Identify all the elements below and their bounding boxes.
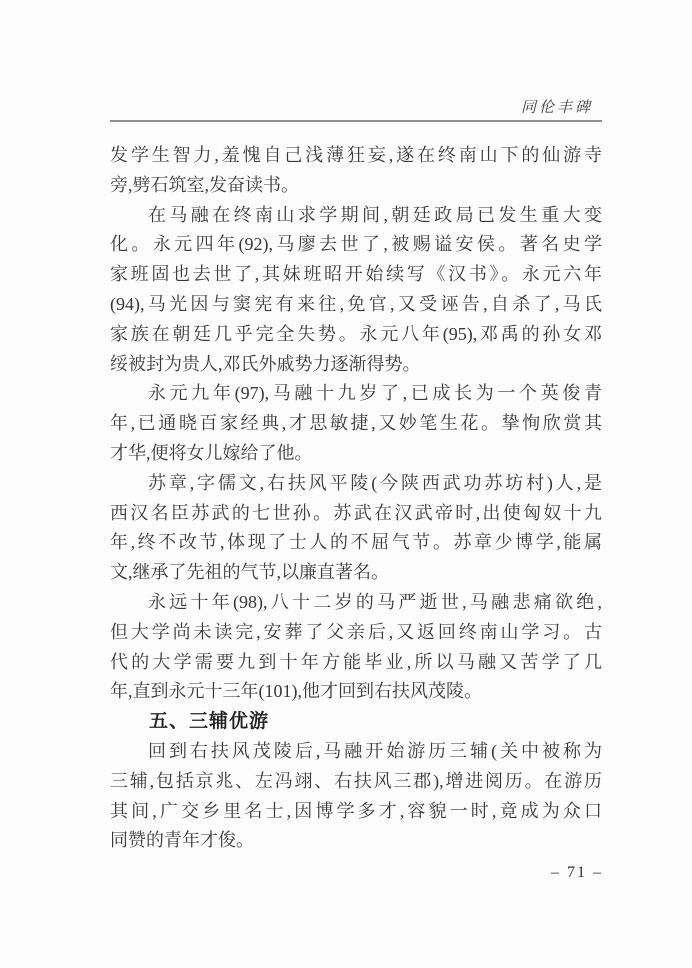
text-line: 绥被封为贵人,邓氏外戚势力逐渐得势。 — [110, 353, 421, 374]
text-line: 永元九年(97),马融十九岁了,已成长为一个英俊青 — [148, 383, 602, 404]
text-line: 旁,劈石筑室,发奋读书。 — [110, 174, 299, 195]
text-line: 年,终不改节,体现了士人的不屈气节。苏章少博学,能属 — [110, 532, 602, 553]
text-line: 苏章,字儒文,右扶风平陵(今陕西武功苏坊村)人,是 — [148, 472, 602, 493]
text-line: 家班固也去世了,其妹班昭开始续写《汉书》。永元六年 — [110, 264, 602, 285]
text-line: (94),马光因与窦宪有来往,免官,又受诬告,自杀了,马氏 — [110, 293, 602, 314]
text-line: 三辅,包括京兆、左冯翊、右扶风三郡),增进阅历。在游历 — [110, 770, 602, 791]
text-line: 但大学尚未读完,安葬了父亲后,又返回终南山学习。古 — [110, 621, 602, 642]
header-rule — [110, 120, 602, 122]
text-line: 其间,广交乡里名士,因博学多才,容貌一时,竟成为众口 — [110, 800, 602, 821]
text-line: 家族在朝廷几乎完全失势。永元八年(95),邓禹的孙女邓 — [110, 323, 602, 344]
text-line: 年,已通晓百家经典,才思敏捷,又妙笔生花。挚恂欣赏其 — [110, 413, 602, 434]
text-line: 才华,便将女儿嫁给了他。 — [110, 442, 313, 463]
text-line: 代的大学需要九到十年方能毕业,所以马融又苦学了几 — [110, 651, 602, 672]
text-line: 同赞的青年才俊。 — [110, 830, 254, 851]
text-body — [110, 141, 602, 856]
section-heading: 五、三辅优游 — [149, 711, 270, 733]
text-line: 在马融在终南山求学期间,朝廷政局已发生重大变 — [148, 204, 602, 225]
text-line: 文,继承了先祖的气节,以廉直著名。 — [110, 562, 389, 583]
text-line: 回到右扶风茂陵后,马融开始游历三辅(关中被称为 — [148, 740, 602, 761]
text-line: 西汉名臣苏武的七世孙。苏武在汉武帝时,出使匈奴十九 — [110, 502, 602, 523]
text-line: 永远十年(98),八十二岁的马严逝世,马融悲痛欲绝, — [148, 591, 602, 612]
text-line: 年,直到永元十三年(101),他才回到右扶风茂陵。 — [110, 681, 482, 702]
text-line: 发学生智力,羞愧自己浅薄狂妄,遂在终南山下的仙游寺 — [110, 145, 602, 165]
page-number: – 71 – — [551, 864, 603, 881]
running-header-title: 同伦丰碑 — [520, 100, 593, 116]
text-line: 化。永元四年(92),马廖去世了,被赐谥安侯。著名史学 — [110, 234, 602, 255]
